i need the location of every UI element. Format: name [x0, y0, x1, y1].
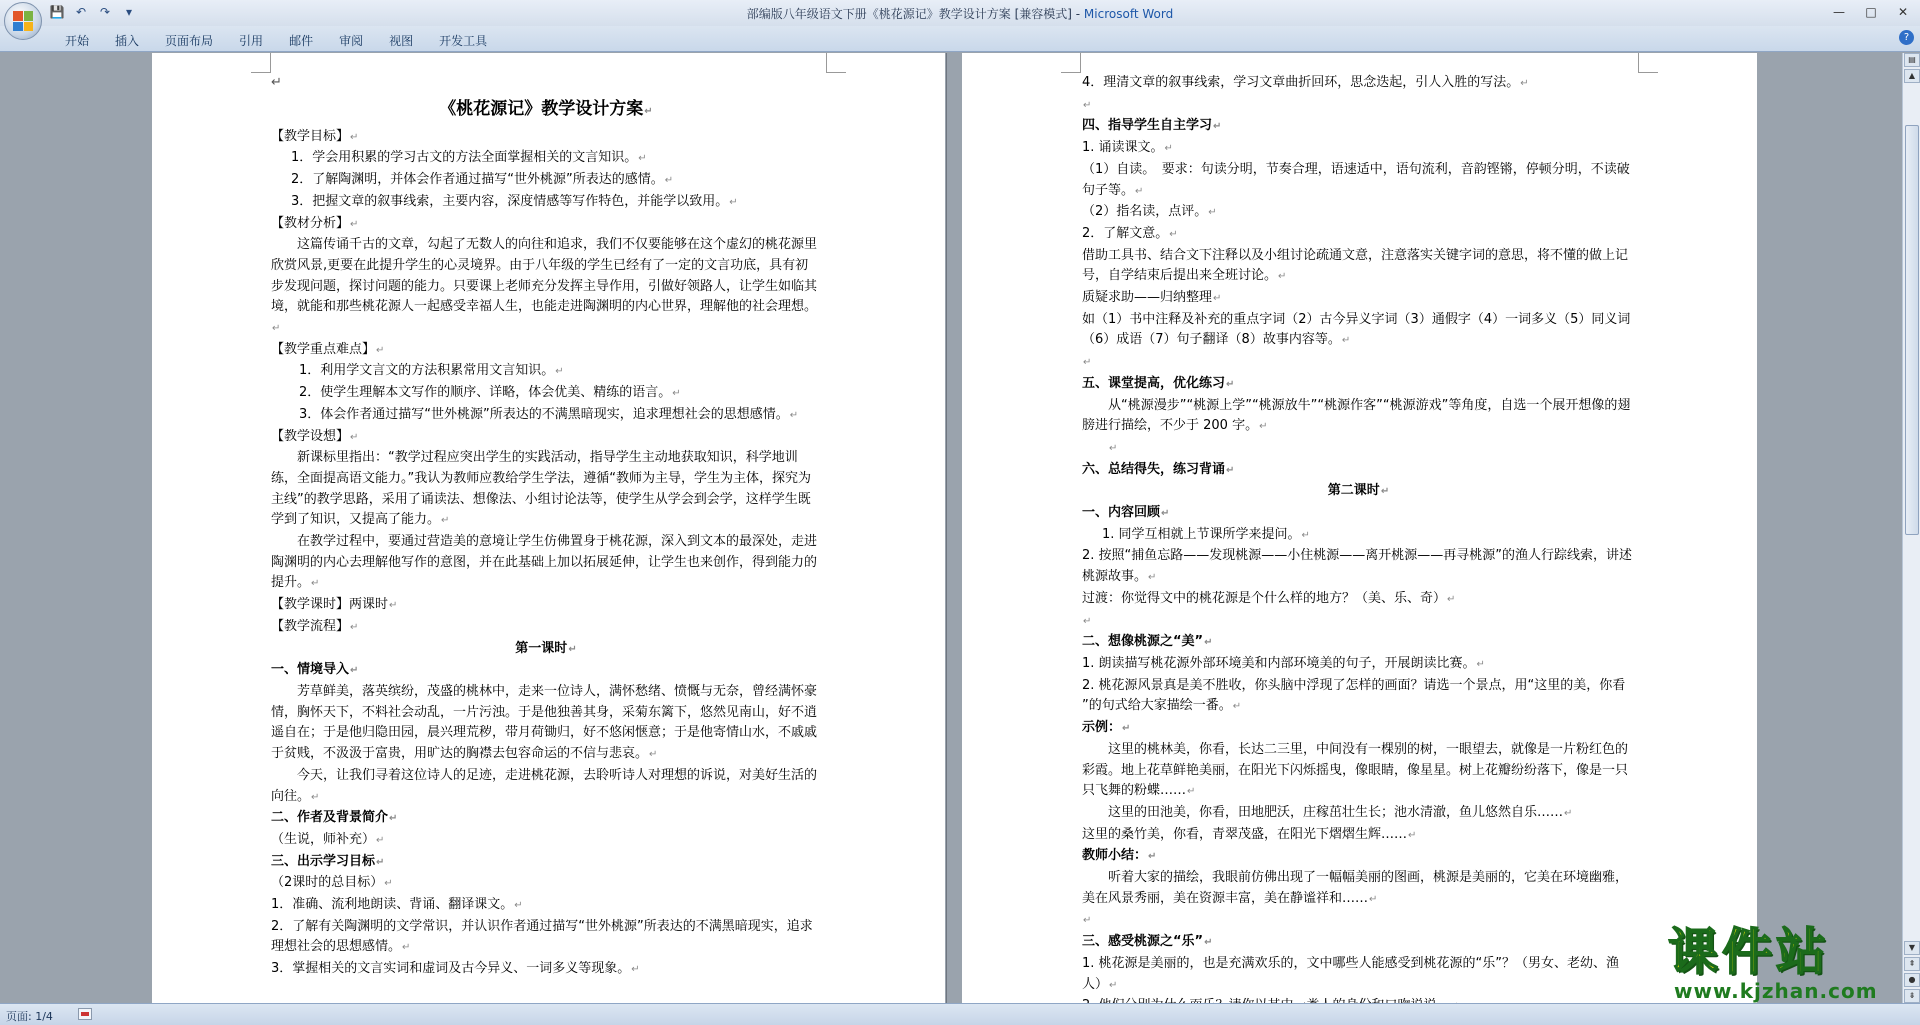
paragraph: 一、内容回顾↵: [1082, 505, 1170, 521]
tab-home[interactable]: 开始: [65, 34, 90, 48]
crop-mark: [251, 53, 271, 73]
paragraph: 2．了解文意。↵: [1082, 225, 1178, 241]
close-button[interactable]: ✕: [1897, 5, 1909, 19]
tab-mailings[interactable]: 邮件: [289, 34, 314, 48]
customize-qat-icon[interactable]: ▾: [125, 5, 133, 19]
paragraph: 四、指导学生自主学习↵: [1082, 118, 1222, 134]
paragraph: 芳草鲜美，落英缤纷，茂盛的桃林中，走来一位诗人，满怀愁绪、愤慨与无奈，曾经满怀豪情，胸怀天下，不料社会动乱，一片污浊。于是他独善其身，采菊东篱下，悠然见南山，好不逍遥自在；于是他归隐田园，晨兴理荒秽，带月荷锄归，好不悠闲惬意；于是他寄情山水，不戚戚于贫贱，不汲汲于富贵，用旷达的胸襟去包容命运的不信与悲哀。↵: [271, 683, 818, 762]
tab-view[interactable]: 视图: [389, 34, 414, 48]
office-button[interactable]: [4, 2, 42, 40]
previous-page-icon[interactable]: ⇞: [1904, 957, 1920, 971]
paragraph: 3．掌握相关的文言实词和虚词及古今异义、一词多义等现象。↵: [271, 961, 640, 977]
tab-developer[interactable]: 开发工具: [439, 34, 488, 48]
document-workspace: [0, 53, 1900, 1003]
paragraph: （2课时的总目标）↵: [271, 875, 393, 891]
window-title: [0, 5, 1920, 22]
tab-review[interactable]: 审阅: [339, 34, 364, 48]
paragraph: 【教学流程】↵: [271, 618, 359, 634]
help-icon[interactable]: ?: [1899, 30, 1914, 45]
scroll-down-icon[interactable]: ▼: [1904, 941, 1920, 955]
paragraph: 第二课时↵: [1327, 483, 1390, 499]
crop-mark: [1061, 53, 1081, 73]
watermark-text: 课件站: [1668, 923, 1830, 981]
paragraph: 3．体会作者通过描写“世外桃源”所表达的不满黑暗现实，追求理想社会的思想感情。↵: [299, 406, 799, 422]
paragraph: ↵: [1083, 615, 1092, 627]
browse-object-icon[interactable]: ●: [1904, 973, 1920, 987]
status-bar: [0, 1003, 1920, 1025]
paragraph: 这里的田池美，你看，田地肥沃，庄稼茁壮生长；池水清澈，鱼儿悠然自乐……↵: [1108, 804, 1573, 820]
paragraph: 五、课堂提高，优化练习↵: [1082, 375, 1235, 391]
tab-page-layout[interactable]: 页面布局: [165, 34, 214, 48]
title-bar: [0, 0, 1920, 26]
scroll-up-icon[interactable]: ▲: [1904, 69, 1920, 83]
paragraph: 听着大家的描绘，我眼前仿佛出现了一幅幅美丽的图画，桃源是美丽的，它美在环境幽雅，美在风景秀丽，美在资源丰富，美在静谧祥和……↵: [1082, 870, 1629, 906]
paragraph: 1．学会用积累的学习古文的方法全面掌握相关的文言知识。↵: [291, 150, 647, 166]
paragraph: 过渡：你觉得文中的桃花源是个什么样的地方？（美、乐、奇）↵: [1082, 590, 1456, 606]
paragraph: 质疑求助——归纳整理↵: [1082, 290, 1222, 306]
proofing-icon[interactable]: [78, 1008, 92, 1020]
page-1-content[interactable]: [271, 73, 821, 981]
crop-mark: [826, 53, 846, 73]
document-page-1[interactable]: [152, 53, 945, 1003]
paragraph: 4．理清文章的叙事线索，学习文章曲折回环，思念迭起，引人入胜的写法。↵: [1082, 75, 1529, 90]
paragraph: 借助工具书、结合文下注释以及小组讨论疏通文意，注意落实关键字词的意思，将不懂的做上记号，自学结束后提出来全班讨论。↵: [1082, 247, 1629, 284]
paragraph: 在教学过程中，要通过营造美的意境让学生仿佛置身于桃花源，深入到文本的最深处，走进陶渊明的内心去理解他写作的意图，并在此基础上加以拓展延伸，让学生也来创作，得到能力的提升。↵: [271, 534, 818, 591]
app-name: Microsoft Word: [1083, 7, 1174, 21]
paragraph: 2. 桃花源风景真是美不胜收，你头脑中浮现了怎样的画面？请选一个景点，用“这里的美，你看 ”的句式给大家描绘一番。↵: [1082, 677, 1704, 714]
paragraph: 三、感受桃源之“乐”↵: [1082, 934, 1213, 950]
document-title: 部编版八年级语文下册《桃花源记》教学设计方案 [兼容模式] -: [746, 7, 1084, 21]
window-controls: [1828, 3, 1914, 21]
paragraph: 2．了解有关陶渊明的文学常识，并认识作者通过描写“世外桃源”所表达的不满黑暗现实，追求理想社会的思想感情。↵: [271, 918, 813, 955]
watermark-url: www.kjzhan.com: [1674, 979, 1878, 1003]
vertical-scrollbar[interactable]: [1902, 53, 1920, 1003]
page-count[interactable]: 页面: 1/4: [6, 1010, 53, 1023]
page-2-content[interactable]: [1082, 73, 1704, 1018]
paragraph: 1. 桃花源是美丽的，也是充满欢乐的，文中哪些人能感受到桃花源的“乐”？（男女、老幼、渔人）↵: [1082, 955, 1620, 992]
tab-insert[interactable]: 插入: [115, 34, 140, 48]
paragraph: 3．把握文章的叙事线索，主要内容，深度情感等写作特色，并能学以致用。↵: [291, 193, 738, 209]
save-icon[interactable]: 💾: [49, 5, 65, 19]
paragraph: ↵: [1083, 915, 1092, 927]
paragraph: 1. 诵读课文。↵: [1082, 140, 1173, 156]
paragraph: 这篇传诵千古的文章，勾起了无数人的向往和追求，我们不仅要能够在这个虚幻的桃花源里欣赏风景,更要在此提升学生的心灵境界。由于八年级的学生已经有了一定的文言功底，具有初步发现问题，探讨问题的能力。只要课上老师充分发挥主导作用，引做好领路人，让学生如临其境，就能和那些桃花源人一起感受幸福人生，也能走进陶渊明的内心世界，理解他的社会理想。↵: [271, 237, 818, 335]
watermark-logo: [1668, 924, 1908, 1002]
paragraph: 【教学重点难点】↵: [271, 341, 385, 357]
next-page-icon[interactable]: ⇟: [1904, 989, 1920, 1003]
paragraph: 【教学课时】两课时↵: [271, 597, 398, 613]
document-heading: 《桃花源记》教学设计方案↵: [439, 98, 653, 119]
cursor-mark: ↵: [271, 75, 282, 90]
paragraph: 教师小结：↵: [1082, 848, 1157, 864]
page-gap-line: [946, 53, 947, 1003]
paragraph: 【教学目标】↵: [271, 128, 359, 144]
maximize-button[interactable]: □: [1865, 5, 1877, 19]
document-page-2[interactable]: [962, 53, 1757, 1003]
paragraph: ↵: [1083, 357, 1092, 369]
paragraph: （生说，师补充）↵: [271, 831, 385, 847]
paragraph: 从“桃源漫步”“桃源上学”“桃源放牛”“桃源作客”“桃源游戏”等角度，自选一个展开想像的翅膀进行描绘，不少于 200 字。↵: [1082, 397, 1631, 434]
tab-references[interactable]: 引用: [239, 34, 264, 48]
paragraph: 2．使学生理解本文写作的顺序、详略，体会优美、精练的语言。↵: [299, 385, 681, 401]
undo-icon[interactable]: ↶: [75, 5, 87, 19]
paragraph: 第一课时↵: [515, 640, 577, 656]
scroll-thumb[interactable]: [1905, 125, 1919, 535]
paragraph: ↵: [1083, 99, 1092, 111]
paragraph: （1）自读。 要求：句读分明，节奏合理，语速适中，语句流利，音韵铿锵，停顿分明，不读破句子等。↵: [1082, 161, 1630, 198]
paragraph: （2）指名读，点评。↵: [1082, 204, 1217, 220]
paragraph: 二、想像桃源之“美”↵: [1082, 634, 1213, 650]
paragraph: 【教材分析】↵: [271, 215, 359, 231]
paragraph: 2. 按照“捕鱼忘路——发现桃源——小住桃源——离开桃源——再寻桃源”的渔人行踪线索，讲述桃源故事。↵: [1082, 548, 1633, 585]
paragraph: 1．利用学文言文的方法积累常用文言知识。↵: [299, 363, 564, 379]
redo-icon[interactable]: ↷: [99, 5, 111, 19]
minimize-button[interactable]: —: [1833, 5, 1845, 19]
paragraph: 2．了解陶渊明，并体会作者通过描写“世外桃源”所表达的感情。↵: [291, 172, 674, 188]
paragraph: 如（1）书中注释及补充的重点字词（2）古今异义字词（3）通假字（4）一词多义（5）同义词 （6）成语（7）句子翻译（8）故事内容等。↵: [1082, 311, 1644, 348]
paragraph: ↵: [1109, 442, 1118, 454]
paragraph: 三、出示学习目标↵: [271, 853, 385, 869]
paragraph: 【教学设想】↵: [271, 428, 359, 444]
paragraph: 这里的桃林美，你看，长达二三里，中间没有一棵别的树，一眼望去，就像是一片粉红色的彩霞。地上花草鲜艳美丽，在阳光下闪烁摇曳，像眼睛，像星星。树上花瓣纷纷落下，像是一只只飞舞的粉蝶……↵: [1082, 741, 1629, 799]
ruler-toggle-icon[interactable]: ▤: [1904, 53, 1920, 67]
crop-mark: [1638, 53, 1658, 73]
paragraph: 示例：↵: [1082, 720, 1131, 736]
paragraph: 新课标里指出：“教学过程应突出学生的实践活动，指导学生主动地获取知识，科学地训练，全面提高语文能力。”我认为教师应教给学生学法，遵循“教师为主导，学生为主体，探究为主线”的教学思路，采用了诵读法、想像法、小组讨论法等，使学生从学会到会学，这样学生既学到了知识，又提高了能力。↵: [271, 450, 811, 528]
paragraph: 二、作者及背景简介↵: [271, 810, 398, 826]
paragraph: 一、情境导入↵: [271, 662, 359, 678]
office-logo-icon: [13, 11, 33, 31]
paragraph: 这里的桑竹美，你看，青翠茂盛，在阳光下熠熠生辉……↵: [1082, 826, 1417, 842]
paragraph: 1. 朗读描写桃花源外部环境美和内部环境美的句子，开展朗读比赛。↵: [1082, 655, 1485, 671]
paragraph: 1. 同学互相就上节课所学来提问。↵: [1102, 526, 1310, 542]
paragraph: 今天，让我们寻着这位诗人的足迹，走进桃花源，去聆听诗人对理想的诉说，对美好生活的向往。↵: [271, 767, 818, 804]
paragraph: 1．准确、流利地朗读、背诵、翻译课文。↵: [271, 897, 523, 913]
paragraph: 六、总结得失，练习背诵↵: [1082, 461, 1235, 477]
ribbon-tab-bar: [0, 26, 1920, 52]
ribbon-tabs: [52, 30, 500, 51]
